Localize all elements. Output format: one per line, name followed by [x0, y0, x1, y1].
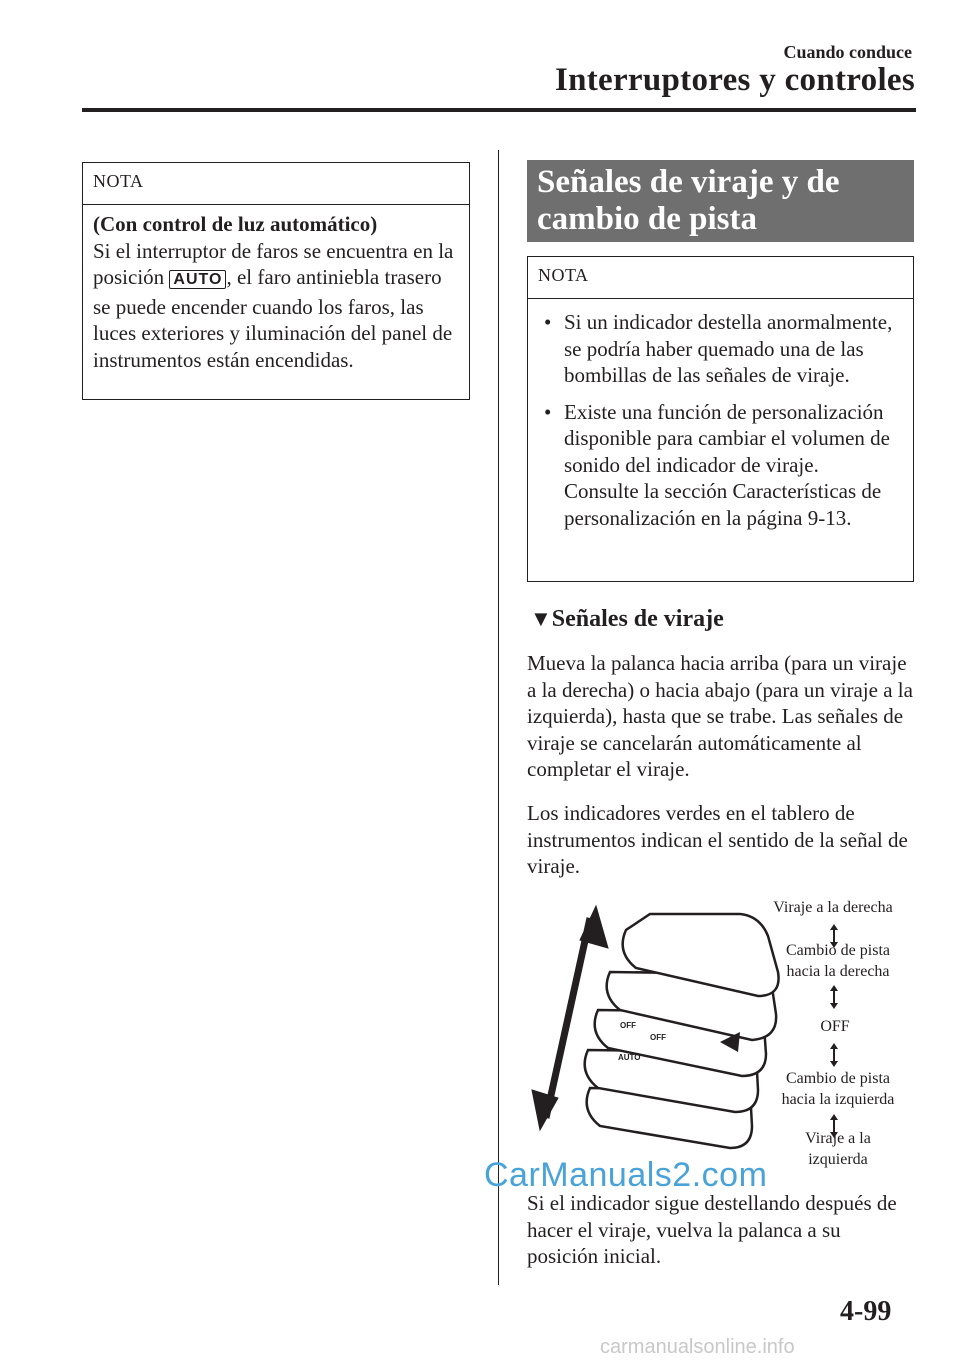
note-text-after: , el faro antiniebla trasero se puede encender cuando los faros, las luces exteriores y iluminación del panel de instrumentos están encendidas. [93, 265, 453, 372]
note-body [83, 205, 469, 383]
label-line: hacia la izquierda [781, 1091, 895, 1108]
subsection-heading-text: Señales de viraje [551, 606, 724, 632]
lever-illustration [585, 914, 779, 1148]
bullet-text: Existe una función de personalización disponible para cambiar el volumen de sonido del indicador de viraje. [564, 399, 890, 477]
banner-line-1: Señales de viraje y de [537, 164, 840, 200]
bullet-text: Si un indicador destella anormalmente, se podría haber quemado una de las bombillas de las señales de viraje. [564, 310, 893, 387]
note-bold-line: (Con control de luz automático) [93, 212, 378, 236]
label-line: hacia la derecha [786, 963, 890, 980]
position-marker-icon [828, 985, 840, 1009]
paragraph-2: Los indicadores verdes en el tablero de instrumentos indican el sentido de la señal de viraje. [527, 801, 908, 878]
paragraph-1: Mueva la palanca hacia arriba (para un viraje a la derecha) o hacia abajo (para un viraje a la izquierda), hasta que se trabe. Las señales de viraje se cancelarán automáticamente al completar el viraje. [527, 651, 913, 781]
label-left-turn [778, 1128, 898, 1170]
section-title: Interruptores y controles [554, 62, 915, 98]
left-note-box [82, 162, 470, 400]
note-heading: NOTA [528, 257, 913, 299]
label-lane-change-left [758, 1068, 918, 1110]
header-rule [82, 108, 916, 112]
banner-line-2: cambio de pista [537, 201, 758, 237]
svg-text:OFF: OFF [620, 1021, 636, 1030]
bullet-icon: • [544, 399, 552, 424]
label-line: Viraje a la [805, 1130, 871, 1147]
watermark-logo: CarManuals2.com [484, 1156, 768, 1194]
label-line: izquierda [808, 1151, 868, 1168]
svg-text:AUTO: AUTO [618, 1053, 641, 1062]
note-text-before: Si el interruptor de faros se encuentra en la posición [93, 238, 454, 289]
list-item [538, 309, 903, 389]
note-bullet-list [538, 309, 903, 531]
bullet-icon: • [544, 310, 552, 334]
footer-watermark: carmanualsonline.info [600, 1336, 795, 1358]
auto-position-icon: AUTO [169, 270, 226, 289]
note-heading: NOTA [83, 163, 469, 205]
label-lane-change-right [758, 940, 918, 982]
label-off: OFF [820, 1018, 850, 1035]
label-line: Cambio de pista [786, 1070, 890, 1087]
label-right-turn: Viraje a la derecha [773, 899, 893, 916]
right-note-box [527, 256, 914, 582]
bullet-extra-text: Consulte la sección Características de personalización en la página 9-13. [564, 479, 882, 530]
position-marker-icon [828, 1043, 840, 1067]
label-line: Cambio de pista [786, 942, 890, 959]
section-banner [527, 160, 914, 242]
svg-text:OFF: OFF [650, 1033, 666, 1042]
triangle-down-icon: ▼ [530, 606, 552, 631]
chapter-title: Cuando conduce [783, 42, 912, 62]
page-number: 4-99 [840, 1296, 892, 1327]
note-body [528, 299, 913, 551]
column-divider [498, 150, 499, 1285]
list-item [538, 399, 903, 532]
paragraph-3: Si el indicador sigue destellando después de hacer el viraje, vuelva la palanca a su posición inicial. [527, 1191, 897, 1268]
subsection-heading [530, 606, 724, 633]
